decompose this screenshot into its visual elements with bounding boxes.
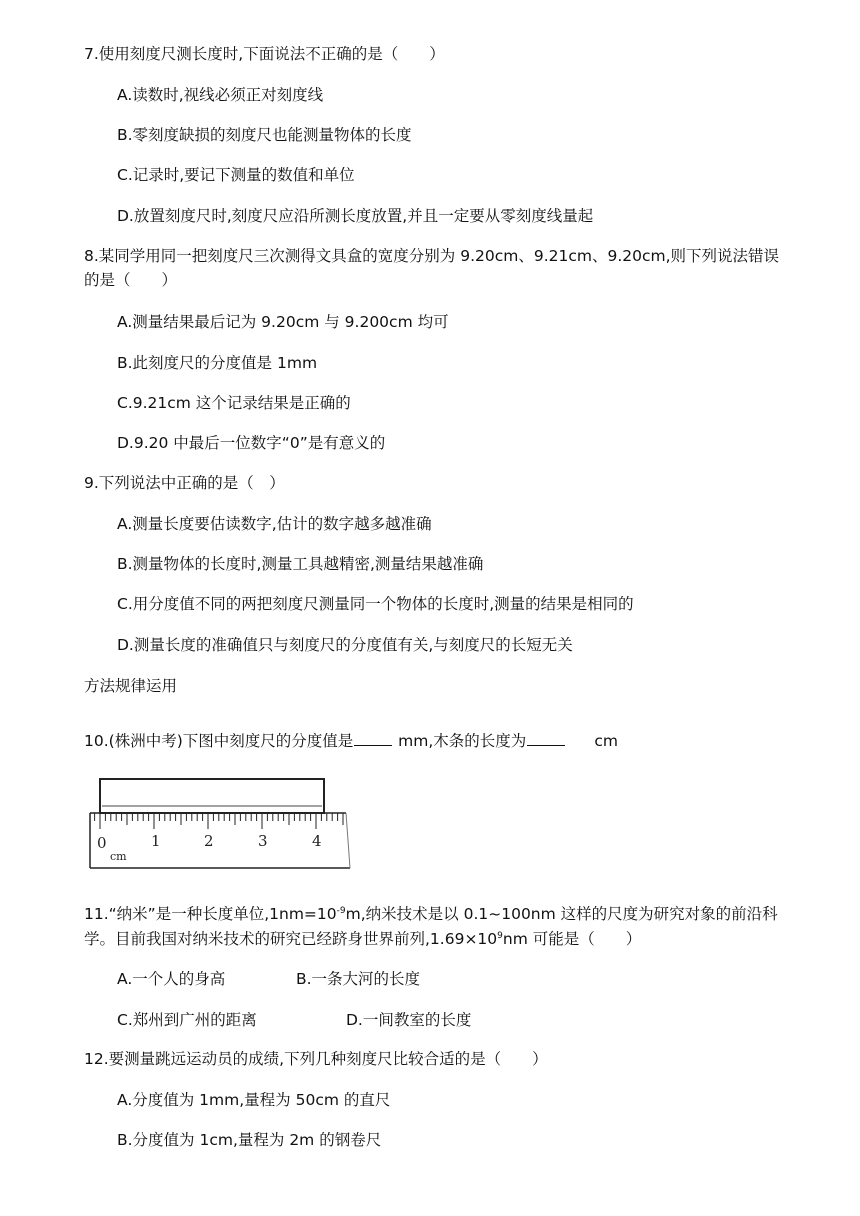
question-7-option-d: D.放置刻度尺时,刻度尺应沿所测长度放置,并且一定要从零刻度线量起 (117, 207, 594, 225)
question-11-option-a: A.一个人的身高 (117, 970, 226, 988)
question-11-text-d: nm 可能是（ ） (502, 930, 642, 948)
question-10-unit: cm (594, 732, 618, 750)
unit-label: cm (110, 850, 127, 863)
question-11-text-b: m,纳米技术是以 0.1~100nm 这样的尺度为研究对象的前沿科 (345, 905, 778, 923)
question-7-option-a: A.读数时,视线必须正对刻度线 (117, 86, 324, 104)
question-12-option-a: A.分度值为 1mm,量程为 50cm 的直尺 (117, 1091, 391, 1109)
ruler-ticks (95, 813, 343, 829)
tick-label-3: 3 (258, 832, 268, 850)
tick-label-1: 1 (151, 832, 161, 850)
question-7-option-c: C.记录时,要记下测量的数值和单位 (117, 166, 355, 184)
question-8-option-d: D.9.20 中最后一位数字“0”是有意义的 (117, 434, 386, 452)
question-11-option-c: C.郑州到广州的距离 (117, 1011, 257, 1029)
answer-blank-1[interactable] (354, 730, 392, 746)
ruler-figure (88, 776, 354, 870)
question-9-stem: 9.下列说法中正确的是（ ） (84, 474, 285, 492)
question-9-option-a: A.测量长度要估读数字,估计的数字越多越准确 (117, 515, 432, 533)
question-10-stem (84, 730, 618, 752)
wooden-strip (100, 779, 324, 813)
question-11-text-a: 11.“纳米”是一种长度单位,1nm=10 (84, 905, 337, 923)
question-7-stem: 7.使用刻度尺测长度时,下面说法不正确的是（ ） (84, 45, 445, 63)
question-12-option-b: B.分度值为 1cm,量程为 2m 的钢卷尺 (117, 1131, 382, 1149)
question-11-text-c: 学。目前我国对纳米技术的研究已经跻身世界前列,1.69×10 (84, 930, 498, 948)
tick-label-4: 4 (312, 832, 322, 850)
question-9-option-c: C.用分度值不同的两把刻度尺测量同一个物体的长度时,测量的结果是相同的 (117, 595, 634, 613)
question-12-stem: 12.要测量跳远运动员的成绩,下列几种刻度尺比较合适的是（ ） (84, 1050, 548, 1068)
section-title: 方法规律运用 (84, 677, 178, 695)
question-10-text-part-1: 10.(株洲中考)下图中刻度尺的分度值是 (84, 732, 354, 750)
question-8-option-b: B.此刻度尺的分度值是 1mm (117, 354, 318, 372)
question-9-option-b: B.测量物体的长度时,测量工具越精密,测量结果越准确 (117, 555, 484, 573)
question-8-option-c: C.9.21cm 这个记录结果是正确的 (117, 394, 351, 412)
question-8-stem-line-2: 的是（ ） (84, 271, 178, 289)
tick-label-0: 0 (97, 834, 107, 852)
question-8-option-a: A.测量结果最后记为 9.20cm 与 9.200cm 均可 (117, 313, 449, 331)
question-11-stem-line-2 (84, 928, 641, 950)
question-7-option-b: B.零刻度缺损的刻度尺也能测量物体的长度 (117, 126, 412, 144)
question-10-text-part-2: mm,木条的长度为 (393, 732, 527, 750)
exponent-nine: 9 (497, 930, 503, 941)
question-11-option-d: D.一间教室的长度 (346, 1011, 472, 1029)
question-9-option-d: D.测量长度的准确值只与刻度尺的分度值有关,与刻度尺的长短无关 (117, 636, 573, 654)
question-11-stem-line-1 (84, 903, 778, 925)
tick-label-2: 2 (204, 832, 214, 850)
question-8-stem-line-1: 8.某同学用同一把刻度尺三次测得文具盒的宽度分别为 9.20cm、9.21cm、9.20cm,则下列说法错误 (84, 247, 780, 265)
question-11-option-b: B.一条大河的长度 (296, 970, 421, 988)
answer-blank-2[interactable] (527, 730, 565, 746)
exponent-negative-nine: -9 (336, 905, 346, 916)
